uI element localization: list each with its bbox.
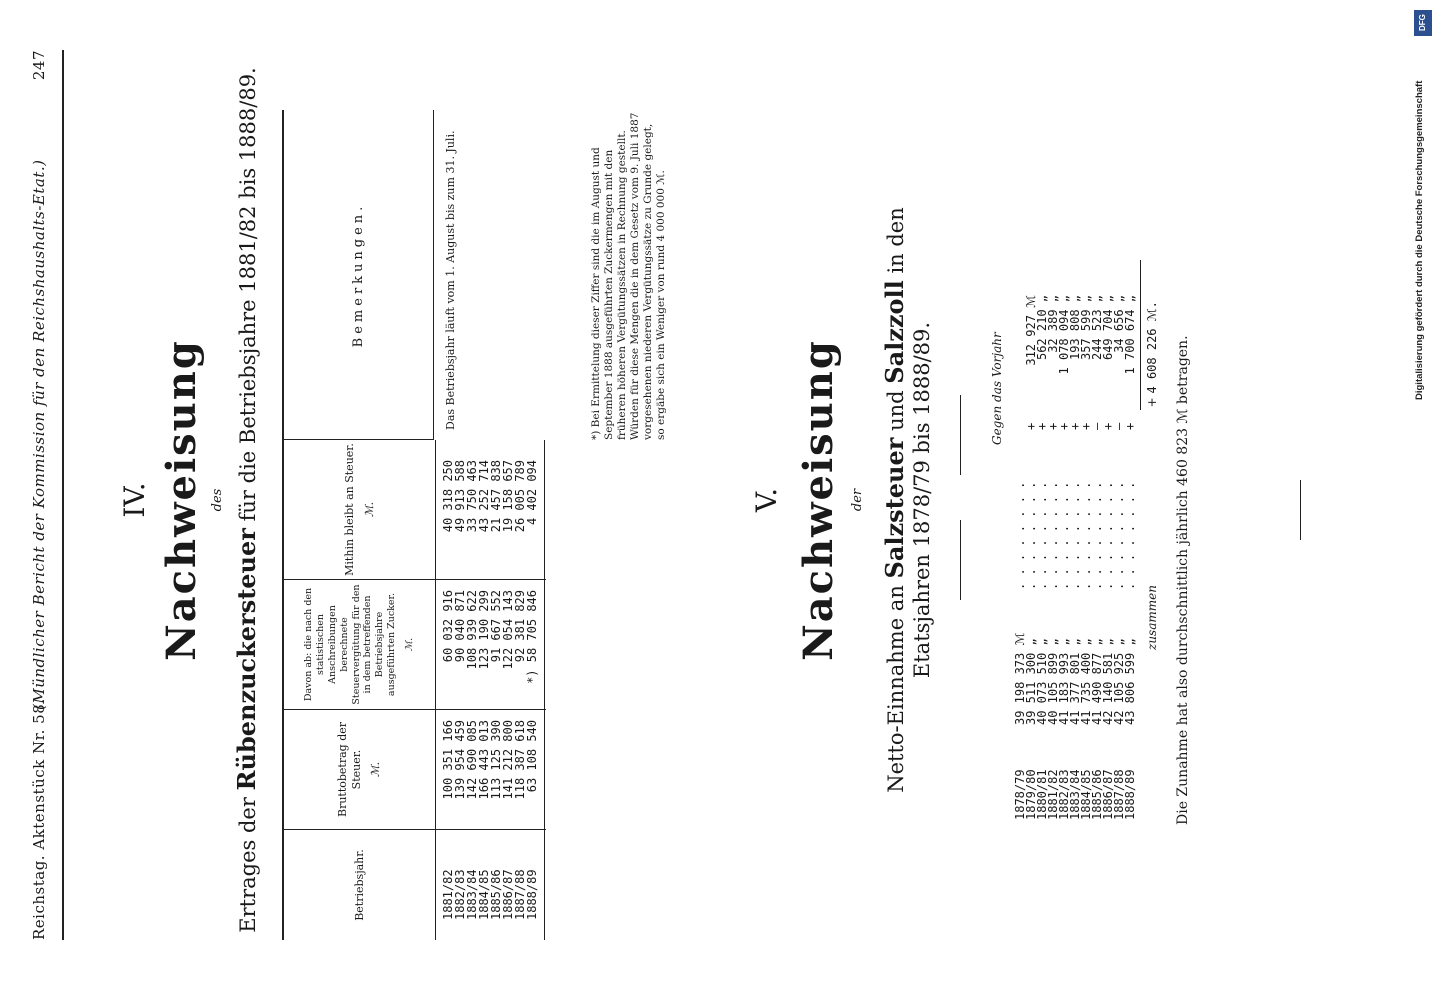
section-v-title: Nachweisung	[795, 339, 842, 661]
table-cell: 1886/87	[1101, 769, 1115, 820]
table-cell: 141 212 800	[501, 720, 515, 800]
leader-dots: . . . . . . . .	[1123, 481, 1137, 590]
table-cell: 1882/83	[1057, 769, 1071, 820]
table-cell: 166 443 013	[477, 720, 491, 800]
short-rule	[960, 520, 961, 600]
header-rule	[62, 50, 64, 940]
leader-dots: . . . . . . . .	[1024, 481, 1038, 590]
col-unit: ℳ.	[369, 761, 383, 778]
col-label: Mithin bleibt an Steuer.	[342, 443, 356, 576]
table-cell: 1885/86	[1090, 769, 1104, 820]
table-cell: 40 073 510 „	[1035, 638, 1049, 725]
table-cell: 91 667 552	[489, 590, 503, 663]
table-cell: 41 183 993 „	[1057, 638, 1071, 725]
net-column	[442, 460, 538, 570]
col-label: Bemerkungen.	[351, 202, 366, 348]
section-iv-number: IV.	[118, 482, 151, 518]
table-cell: 41 377 801 „	[1068, 638, 1082, 725]
table-cell: 1 078 094 „	[1057, 295, 1071, 375]
subtitle-pre: Ertrages der	[236, 797, 260, 933]
table-cell: 43 806 599 „	[1123, 638, 1137, 725]
table-cell: 193 808 „	[1068, 295, 1082, 361]
table-cell: 649 704 „	[1101, 295, 1115, 361]
year-column	[1015, 769, 1136, 820]
col-unit: ℳ.	[362, 501, 376, 518]
leader-dots: . . . . . . . .	[1068, 481, 1082, 590]
section-iv-title: Nachweisung	[158, 339, 205, 661]
table-cell: 63 108 540	[525, 720, 539, 793]
dfg-logo: DFG	[1414, 10, 1432, 36]
table-cell: 34 656 „	[1112, 295, 1126, 353]
table-cell: 1888/89	[1123, 769, 1137, 820]
total-row	[1145, 301, 1159, 650]
section-v-connector: der	[850, 488, 865, 512]
brutto-column	[442, 720, 538, 820]
page-number: 247	[30, 50, 48, 81]
section-v-subtitle-1	[880, 0, 909, 1000]
table-cell: 1887/88	[1112, 769, 1126, 820]
table-cell: +	[1068, 422, 1082, 430]
subtitle-mid: und	[884, 390, 908, 431]
table-cell: 43 252 714	[477, 460, 491, 533]
table-cell: 1880/81	[1035, 769, 1049, 820]
table-cell: 118 387 618	[513, 720, 527, 800]
leader-dots: . . . . . . . .	[1057, 481, 1071, 590]
table-cell: 139 954 459	[453, 720, 467, 800]
table-cell: +	[1079, 422, 1093, 430]
table-cell: —	[1112, 422, 1126, 430]
subtitle-post: in den	[884, 207, 908, 274]
table-cell: 357 599 „	[1079, 295, 1093, 361]
table-cell: 1884/85	[1079, 769, 1093, 820]
leader-dots: . . . . . . . .	[1079, 481, 1093, 590]
table-cell: 1885/86	[489, 869, 503, 920]
table-cell: 1879/80	[1024, 769, 1038, 820]
table-cell: 1 700 674 „	[1123, 295, 1137, 375]
leader-dots: . . . . . . . .	[1112, 481, 1126, 590]
table-cell: 1883/84	[465, 869, 479, 920]
short-rule	[960, 395, 961, 475]
end-rule	[1300, 480, 1301, 540]
table-cell: 113 125 390	[489, 720, 503, 800]
table-cell: 19 158 657	[501, 460, 515, 533]
col-header-net	[284, 440, 435, 580]
sum-rule	[1140, 260, 1141, 410]
table-header-row	[284, 440, 436, 940]
table-cell: 41 735 400 „	[1079, 638, 1093, 725]
col-header-brutto	[284, 710, 435, 830]
section-iv-connector: des	[210, 488, 225, 512]
table-cell: 1878/79	[1013, 769, 1027, 820]
table-cell: +	[1057, 422, 1071, 430]
table-cell: 312 927 ℳ	[1024, 295, 1038, 366]
table-cell: 26 005 789	[513, 460, 527, 533]
section-iv-subtitle	[232, 0, 261, 1000]
table-cell: 1884/85	[477, 869, 491, 920]
header-center: (Mündlicher Bericht der Kommission für den Reichshaushalts-Etat.)	[30, 159, 48, 710]
table-cell: 90 040 871	[453, 590, 467, 663]
col-unit: ℳ.	[404, 637, 416, 652]
table-cell: +	[1101, 422, 1115, 430]
dots-column	[1015, 482, 1136, 590]
table-cell: 1881/82	[441, 869, 455, 920]
table-cell: 32 389 „	[1046, 295, 1060, 353]
table-cell: 21 457 838	[489, 460, 503, 533]
section-v-subtitle-2: Etatsjahren 1878/79 bis 1888/89.	[910, 321, 934, 679]
table-cell: 1886/87	[501, 869, 515, 920]
table-cell: 142 690 085	[465, 720, 479, 800]
leader-dots: . . . . . . . .	[1101, 481, 1115, 590]
table-cell: 4 402 094	[525, 460, 539, 526]
table-cell: 1882/83	[453, 869, 467, 920]
table-cell: 1888/89	[525, 869, 539, 920]
dfg-side-note	[1412, 10, 1432, 400]
col-label: Davon ab: die nach den statistischen Anschreibungen berechnete Steuervergütung für den in dem betreffenden Betriebsjahre ausgeführten Zucker.	[303, 584, 398, 705]
subtitle-bold-2: Salzzoll	[880, 280, 909, 384]
table-cell: 39 511 300 „	[1024, 638, 1038, 725]
table-cell: 1887/88	[513, 869, 527, 920]
dfg-text: Digitalisierung gefördert durch die Deutsche Forschungsgemeinschaft	[1414, 80, 1425, 400]
table-cell: 108 939 622	[465, 590, 479, 670]
sugar-tax-table	[282, 440, 546, 940]
table-cell: 40 105 899 „	[1046, 638, 1060, 725]
table-cell: +	[1046, 422, 1060, 430]
table-cell: +	[1035, 422, 1049, 430]
subtitle-pre: Netto-Einnahme an	[884, 585, 908, 793]
year-column	[442, 869, 538, 920]
table-cell: 562 210 „	[1035, 295, 1049, 361]
table-cell: 42 140 581 „	[1101, 638, 1115, 725]
remark-text: Das Betriebsjahr läuft vom 1. August bis zum 31. Juli.	[444, 130, 457, 430]
leader-dots: . . . . . . . .	[1090, 481, 1104, 590]
table-cell: 39 198 373 ℳ	[1013, 632, 1027, 725]
subtitle-bold-1: Salzsteuer	[880, 437, 909, 579]
compare-header: Gegen das Vorjahr	[990, 332, 1004, 445]
table-cell: 33 750 463	[465, 460, 479, 533]
col-header-deduction	[284, 580, 435, 710]
col-label: Bruttobetrag der Steuer.	[335, 721, 363, 818]
sign-column	[1015, 423, 1136, 430]
total-label: zusammen	[1145, 585, 1159, 650]
section-v-number: V.	[750, 487, 783, 513]
table-cell: 122 054 143	[501, 590, 515, 670]
table-cell: +	[1024, 422, 1038, 430]
table-cell: 49 913 588	[453, 460, 467, 533]
table-cell: 244 523 „	[1090, 295, 1104, 361]
leader-dots: . . . . . . . .	[1013, 481, 1027, 590]
col-header-year	[284, 830, 435, 940]
leader-dots: . . . . . . . .	[1046, 481, 1060, 590]
col-header-remarks	[282, 110, 434, 440]
total-sign: +	[1145, 397, 1159, 408]
table-bottom-rule	[544, 440, 545, 940]
footnote: *) Bei Ermittelung dieser Ziffer sind die im August und September 1888 ausgeführten Zuckermengen mit den früheren höheren Vergütungssätzen in Rechnung gestellt. Würden für diese Mengen die in dem Gesetz vom 9. Juli 1887 vorgesehenen niederen Vergütungssätze zu Grunde gelegt, so ergäbe sich ein Weniger von rund 4 000 000 ℳ.	[590, 112, 667, 440]
subtitle-bold: Rübenzuckersteuer	[232, 528, 261, 791]
header-left: Reichstag. Aktenstück Nr. 58.	[30, 698, 48, 940]
table-cell: —	[1090, 422, 1104, 430]
leader-dots: . . . . . . . .	[1035, 481, 1049, 590]
table-cell: 92 381 829	[513, 590, 527, 663]
table-cell: 40 318 250	[441, 460, 455, 533]
amount-column	[1015, 633, 1136, 725]
total-value: 4 608 226 ℳ.	[1145, 301, 1159, 394]
col-label: Betriebsjahr.	[352, 849, 366, 921]
table-cell: 100 351 166	[441, 720, 455, 800]
subtitle-post: für die Betriebsjahre 1881/82 bis 1888/89.	[236, 67, 260, 522]
table-cell: 1883/84	[1068, 769, 1082, 820]
final-sentence: Die Zunahme hat also durchschnittlich jährlich 460 823 ℳ betragen.	[1175, 335, 1191, 825]
diff-column	[1015, 295, 1136, 410]
table-cell: 42 105 925 „	[1112, 638, 1126, 725]
table-cell: 41 490 877 „	[1090, 638, 1104, 725]
deduction-column	[442, 590, 538, 704]
table-cell: +	[1123, 422, 1137, 430]
table-cell: 60 032 916	[441, 590, 455, 663]
table-cell: 123 190 299	[477, 590, 491, 670]
table-cell: 1881/82	[1046, 769, 1060, 820]
table-data	[436, 440, 546, 940]
table-cell: *) 58 705 846	[525, 590, 539, 684]
